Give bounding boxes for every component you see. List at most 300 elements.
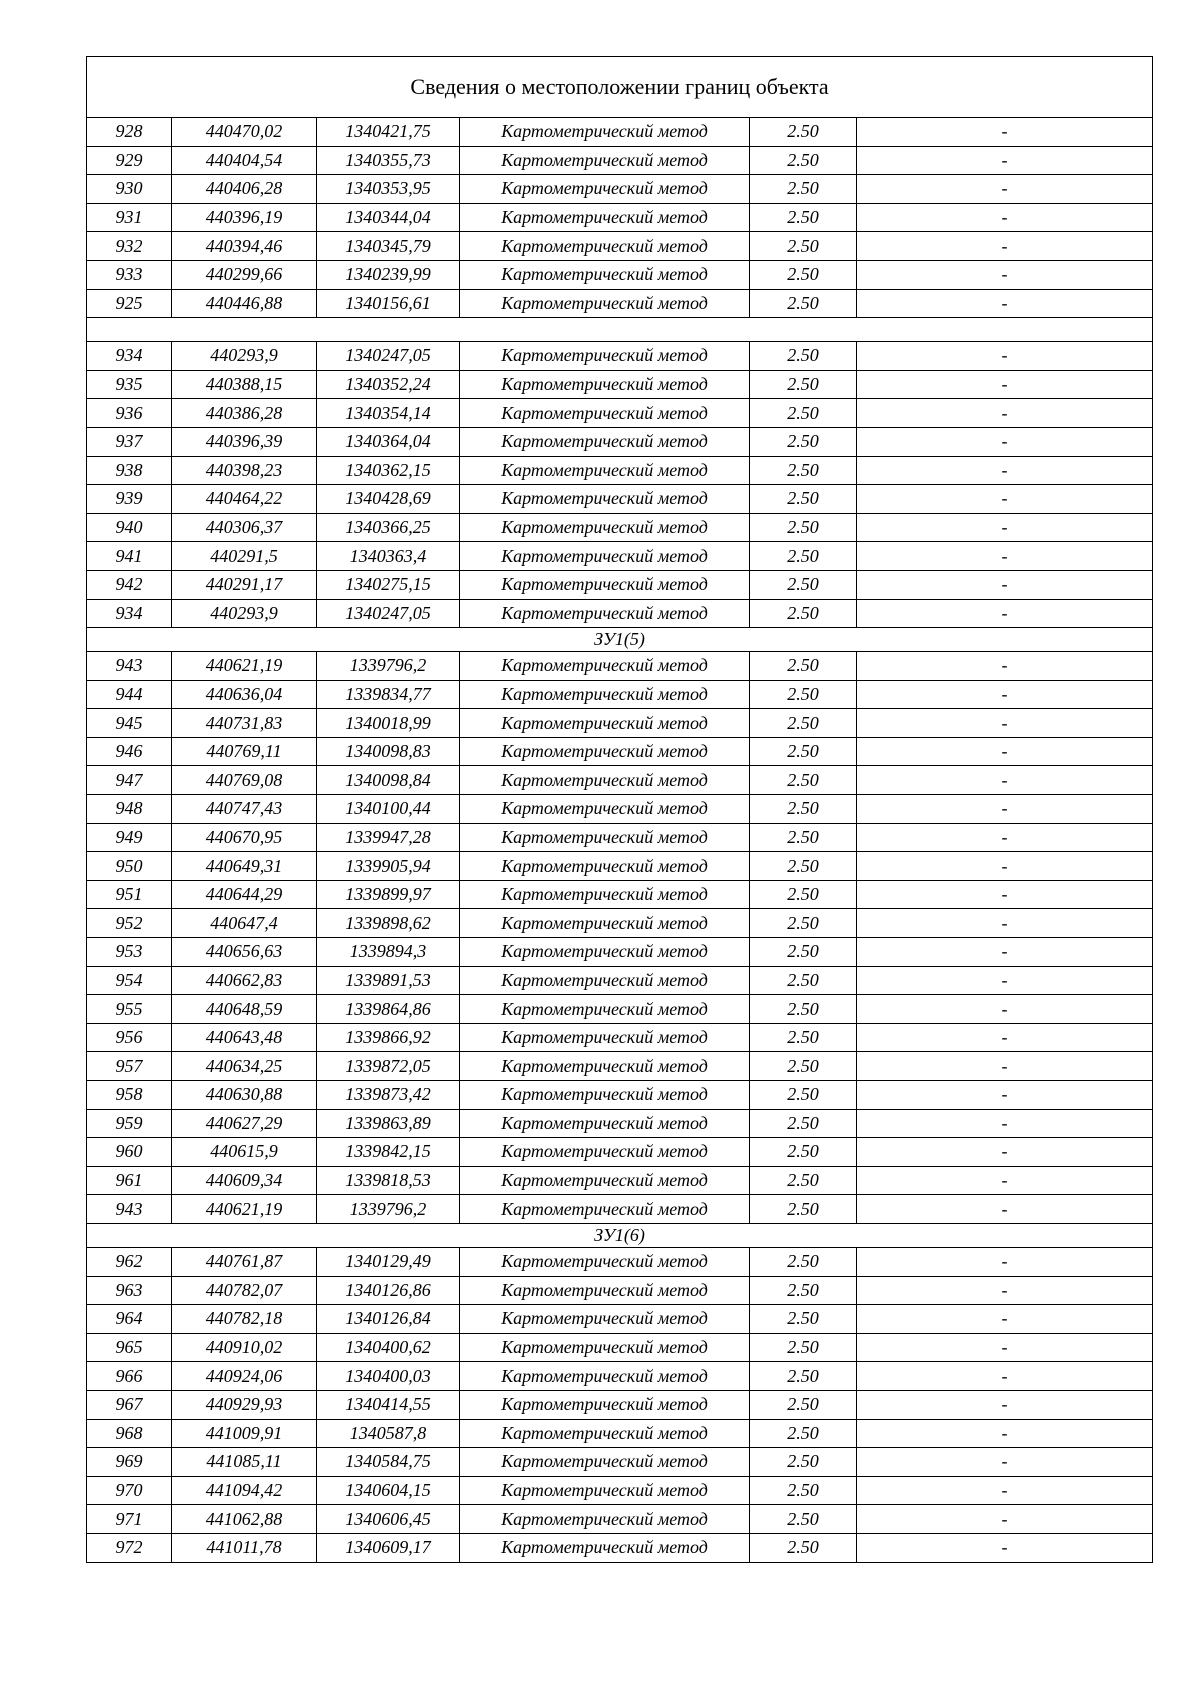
description-cell: - [857,1476,1153,1505]
y-coordinate-cell: 1340414,55 [317,1390,460,1419]
accuracy-cell: 2.50 [750,1305,857,1334]
x-coordinate-cell: 441085,11 [172,1448,317,1477]
table-row [87,260,1153,289]
description-cell: - [857,260,1153,289]
description-cell: - [857,1505,1153,1534]
table-row [87,1390,1153,1419]
x-coordinate-cell: 441009,91 [172,1419,317,1448]
accuracy-cell: 2.50 [750,823,857,852]
y-coordinate-cell: 1339873,42 [317,1081,460,1110]
method-cell: Картометрический метод [460,852,750,881]
x-coordinate-cell: 440924,06 [172,1362,317,1391]
point-number-cell: 960 [87,1138,172,1167]
x-coordinate-cell: 440398,23 [172,456,317,485]
accuracy-cell: 2.50 [750,652,857,681]
description-cell: - [857,1166,1153,1195]
method-cell: Картометрический метод [460,1362,750,1391]
point-number-cell: 934 [87,342,172,371]
description-cell: - [857,456,1153,485]
accuracy-cell: 2.50 [750,232,857,261]
accuracy-cell: 2.50 [750,485,857,514]
point-number-cell: 938 [87,456,172,485]
table-row [87,1166,1153,1195]
table-body [87,57,1153,1563]
method-cell: Картометрический метод [460,485,750,514]
y-coordinate-cell: 1339899,97 [317,880,460,909]
title-row [87,57,1153,118]
point-number-cell: 959 [87,1109,172,1138]
x-coordinate-cell: 440394,46 [172,232,317,261]
description-cell: - [857,1081,1153,1110]
x-coordinate-cell: 440910,02 [172,1333,317,1362]
x-coordinate-cell: 440470,02 [172,118,317,147]
table-row [87,146,1153,175]
description-cell: - [857,1533,1153,1562]
x-coordinate-cell: 440291,5 [172,542,317,571]
y-coordinate-cell: 1340363,4 [317,542,460,571]
table-row [87,1505,1153,1534]
point-number-cell: 965 [87,1333,172,1362]
point-number-cell: 972 [87,1533,172,1562]
x-coordinate-cell: 440670,95 [172,823,317,852]
method-cell: Картометрический метод [460,1023,750,1052]
method-cell: Картометрический метод [460,880,750,909]
point-number-cell: 937 [87,427,172,456]
section-row [87,318,1153,342]
table-row [87,370,1153,399]
point-number-cell: 947 [87,766,172,795]
table-row [87,709,1153,738]
table-row [87,175,1153,204]
method-cell: Картометрический метод [460,1081,750,1110]
x-coordinate-cell: 440761,87 [172,1247,317,1276]
table-row [87,909,1153,938]
y-coordinate-cell: 1340247,05 [317,599,460,628]
table-row [87,1533,1153,1562]
point-number-cell: 966 [87,1362,172,1391]
x-coordinate-cell: 440634,25 [172,1052,317,1081]
x-coordinate-cell: 440404,54 [172,146,317,175]
point-number-cell: 942 [87,570,172,599]
table-row [87,823,1153,852]
accuracy-cell: 2.50 [750,737,857,766]
table-row [87,652,1153,681]
point-number-cell: 949 [87,823,172,852]
point-number-cell: 941 [87,542,172,571]
description-cell: - [857,1052,1153,1081]
x-coordinate-cell: 440731,83 [172,709,317,738]
x-coordinate-cell: 440644,29 [172,880,317,909]
accuracy-cell: 2.50 [750,342,857,371]
y-coordinate-cell: 1339796,2 [317,1195,460,1224]
y-coordinate-cell: 1339891,53 [317,966,460,995]
accuracy-cell: 2.50 [750,203,857,232]
description-cell: - [857,485,1153,514]
point-number-cell: 956 [87,1023,172,1052]
point-number-cell: 962 [87,1247,172,1276]
description-cell: - [857,1305,1153,1334]
y-coordinate-cell: 1340345,79 [317,232,460,261]
y-coordinate-cell: 1340400,03 [317,1362,460,1391]
section-label: ЗУ1(5) [87,628,1153,652]
table-row [87,1448,1153,1477]
accuracy-cell: 2.50 [750,1276,857,1305]
table-row [87,795,1153,824]
method-cell: Картометрический метод [460,175,750,204]
table-row [87,1305,1153,1334]
description-cell: - [857,966,1153,995]
method-cell: Картометрический метод [460,1166,750,1195]
y-coordinate-cell: 1339872,05 [317,1052,460,1081]
description-cell: - [857,289,1153,318]
x-coordinate-cell: 440388,15 [172,370,317,399]
y-coordinate-cell: 1340100,44 [317,795,460,824]
y-coordinate-cell: 1339842,15 [317,1138,460,1167]
y-coordinate-cell: 1340604,15 [317,1476,460,1505]
y-coordinate-cell: 1339796,2 [317,652,460,681]
description-cell: - [857,427,1153,456]
table-row [87,232,1153,261]
point-number-cell: 958 [87,1081,172,1110]
description-cell: - [857,513,1153,542]
point-number-cell: 940 [87,513,172,542]
y-coordinate-cell: 1339866,92 [317,1023,460,1052]
y-coordinate-cell: 1340366,25 [317,513,460,542]
description-cell: - [857,795,1153,824]
x-coordinate-cell: 441062,88 [172,1505,317,1534]
x-coordinate-cell: 440649,31 [172,852,317,881]
y-coordinate-cell: 1340126,84 [317,1305,460,1334]
table-row [87,1362,1153,1391]
method-cell: Картометрический метод [460,909,750,938]
accuracy-cell: 2.50 [750,938,857,967]
table-row [87,1419,1153,1448]
point-number-cell: 963 [87,1276,172,1305]
method-cell: Картометрический метод [460,966,750,995]
table-row [87,1109,1153,1138]
y-coordinate-cell: 1340364,04 [317,427,460,456]
x-coordinate-cell: 441094,42 [172,1476,317,1505]
description-cell: - [857,1195,1153,1224]
y-coordinate-cell: 1340428,69 [317,485,460,514]
y-coordinate-cell: 1340362,15 [317,456,460,485]
method-cell: Картометрический метод [460,370,750,399]
accuracy-cell: 2.50 [750,880,857,909]
table-row [87,995,1153,1024]
accuracy-cell: 2.50 [750,852,857,881]
method-cell: Картометрический метод [460,289,750,318]
method-cell: Картометрический метод [460,232,750,261]
accuracy-cell: 2.50 [750,1247,857,1276]
method-cell: Картометрический метод [460,1052,750,1081]
description-cell: - [857,909,1153,938]
point-number-cell: 968 [87,1419,172,1448]
y-coordinate-cell: 1340400,62 [317,1333,460,1362]
x-coordinate-cell: 440662,83 [172,966,317,995]
x-coordinate-cell: 441011,78 [172,1533,317,1562]
table-row [87,599,1153,628]
y-coordinate-cell: 1340606,45 [317,1505,460,1534]
description-cell: - [857,737,1153,766]
accuracy-cell: 2.50 [750,146,857,175]
description-cell: - [857,880,1153,909]
x-coordinate-cell: 440406,28 [172,175,317,204]
accuracy-cell: 2.50 [750,1362,857,1391]
y-coordinate-cell: 1340098,84 [317,766,460,795]
accuracy-cell: 2.50 [750,289,857,318]
section-label: ЗУ1(6) [87,1223,1153,1247]
accuracy-cell: 2.50 [750,1333,857,1362]
point-number-cell: 931 [87,203,172,232]
x-coordinate-cell: 440769,11 [172,737,317,766]
method-cell: Картометрический метод [460,823,750,852]
table-row [87,852,1153,881]
y-coordinate-cell: 1340098,83 [317,737,460,766]
description-cell: - [857,1276,1153,1305]
method-cell: Картометрический метод [460,1109,750,1138]
x-coordinate-cell: 440386,28 [172,399,317,428]
point-number-cell: 955 [87,995,172,1024]
point-number-cell: 943 [87,652,172,681]
method-cell: Картометрический метод [460,1505,750,1534]
method-cell: Картометрический метод [460,456,750,485]
point-number-cell: 957 [87,1052,172,1081]
method-cell: Картометрический метод [460,1276,750,1305]
description-cell: - [857,342,1153,371]
point-number-cell: 934 [87,599,172,628]
table-row [87,399,1153,428]
method-cell: Картометрический метод [460,260,750,289]
accuracy-cell: 2.50 [750,456,857,485]
y-coordinate-cell: 1340609,17 [317,1533,460,1562]
y-coordinate-cell: 1339947,28 [317,823,460,852]
table-row [87,570,1153,599]
y-coordinate-cell: 1340247,05 [317,342,460,371]
description-cell: - [857,203,1153,232]
accuracy-cell: 2.50 [750,1052,857,1081]
point-number-cell: 939 [87,485,172,514]
method-cell: Картометрический метод [460,342,750,371]
point-number-cell: 933 [87,260,172,289]
accuracy-cell: 2.50 [750,1166,857,1195]
accuracy-cell: 2.50 [750,1390,857,1419]
point-number-cell: 928 [87,118,172,147]
method-cell: Картометрический метод [460,1195,750,1224]
accuracy-cell: 2.50 [750,175,857,204]
y-coordinate-cell: 1340129,49 [317,1247,460,1276]
description-cell: - [857,823,1153,852]
accuracy-cell: 2.50 [750,370,857,399]
table-row [87,966,1153,995]
x-coordinate-cell: 440621,19 [172,1195,317,1224]
table-row [87,938,1153,967]
boundary-coordinates-table [86,56,1153,1563]
accuracy-cell: 2.50 [750,260,857,289]
x-coordinate-cell: 440446,88 [172,289,317,318]
y-coordinate-cell: 1339863,89 [317,1109,460,1138]
description-cell: - [857,1247,1153,1276]
y-coordinate-cell: 1340018,99 [317,709,460,738]
y-coordinate-cell: 1339818,53 [317,1166,460,1195]
point-number-cell: 945 [87,709,172,738]
section-row [87,628,1153,652]
description-cell: - [857,146,1153,175]
x-coordinate-cell: 440782,18 [172,1305,317,1334]
x-coordinate-cell: 440648,59 [172,995,317,1024]
description-cell: - [857,232,1153,261]
y-coordinate-cell: 1339898,62 [317,909,460,938]
method-cell: Картометрический метод [460,995,750,1024]
accuracy-cell: 2.50 [750,795,857,824]
table-row [87,680,1153,709]
description-cell: - [857,1023,1153,1052]
accuracy-cell: 2.50 [750,1023,857,1052]
accuracy-cell: 2.50 [750,909,857,938]
accuracy-cell: 2.50 [750,1138,857,1167]
point-number-cell: 930 [87,175,172,204]
x-coordinate-cell: 440782,07 [172,1276,317,1305]
point-number-cell: 950 [87,852,172,881]
table-row [87,1023,1153,1052]
section-row [87,1223,1153,1247]
accuracy-cell: 2.50 [750,399,857,428]
description-cell: - [857,852,1153,881]
table-row [87,513,1153,542]
description-cell: - [857,766,1153,795]
accuracy-cell: 2.50 [750,1419,857,1448]
description-cell: - [857,1390,1153,1419]
description-cell: - [857,1109,1153,1138]
x-coordinate-cell: 440464,22 [172,485,317,514]
description-cell: - [857,599,1153,628]
y-coordinate-cell: 1340354,14 [317,399,460,428]
description-cell: - [857,938,1153,967]
point-number-cell: 925 [87,289,172,318]
point-number-cell: 929 [87,146,172,175]
x-coordinate-cell: 440396,39 [172,427,317,456]
method-cell: Картометрический метод [460,737,750,766]
accuracy-cell: 2.50 [750,680,857,709]
point-number-cell: 961 [87,1166,172,1195]
x-coordinate-cell: 440306,37 [172,513,317,542]
table-row [87,1333,1153,1362]
description-cell: - [857,570,1153,599]
method-cell: Картометрический метод [460,203,750,232]
accuracy-cell: 2.50 [750,1448,857,1477]
table-row [87,1081,1153,1110]
y-coordinate-cell: 1340352,24 [317,370,460,399]
point-number-cell: 948 [87,795,172,824]
y-coordinate-cell: 1339834,77 [317,680,460,709]
y-coordinate-cell: 1340344,04 [317,203,460,232]
x-coordinate-cell: 440769,08 [172,766,317,795]
table-row [87,427,1153,456]
table-title: Сведения о местоположении границ объекта [87,57,1153,118]
method-cell: Картометрический метод [460,1138,750,1167]
method-cell: Картометрический метод [460,513,750,542]
description-cell: - [857,1448,1153,1477]
method-cell: Картометрический метод [460,652,750,681]
accuracy-cell: 2.50 [750,1505,857,1534]
y-coordinate-cell: 1340275,15 [317,570,460,599]
x-coordinate-cell: 440396,19 [172,203,317,232]
accuracy-cell: 2.50 [750,599,857,628]
x-coordinate-cell: 440627,29 [172,1109,317,1138]
method-cell: Картометрический метод [460,1476,750,1505]
point-number-cell: 967 [87,1390,172,1419]
y-coordinate-cell: 1340353,95 [317,175,460,204]
description-cell: - [857,1362,1153,1391]
accuracy-cell: 2.50 [750,118,857,147]
x-coordinate-cell: 440643,48 [172,1023,317,1052]
point-number-cell: 969 [87,1448,172,1477]
method-cell: Картометрический метод [460,427,750,456]
x-coordinate-cell: 440621,19 [172,652,317,681]
accuracy-cell: 2.50 [750,427,857,456]
accuracy-cell: 2.50 [750,1081,857,1110]
table-row [87,766,1153,795]
y-coordinate-cell: 1340584,75 [317,1448,460,1477]
x-coordinate-cell: 440636,04 [172,680,317,709]
method-cell: Картометрический метод [460,766,750,795]
description-cell: - [857,652,1153,681]
description-cell: - [857,1138,1153,1167]
point-number-cell: 971 [87,1505,172,1534]
x-coordinate-cell: 440293,9 [172,342,317,371]
accuracy-cell: 2.50 [750,995,857,1024]
x-coordinate-cell: 440609,34 [172,1166,317,1195]
point-number-cell: 943 [87,1195,172,1224]
accuracy-cell: 2.50 [750,966,857,995]
description-cell: - [857,680,1153,709]
y-coordinate-cell: 1339905,94 [317,852,460,881]
description-cell: - [857,370,1153,399]
accuracy-cell: 2.50 [750,1109,857,1138]
document-sheet [86,56,1152,1563]
accuracy-cell: 2.50 [750,1476,857,1505]
method-cell: Картометрический метод [460,570,750,599]
x-coordinate-cell: 440630,88 [172,1081,317,1110]
table-row [87,289,1153,318]
accuracy-cell: 2.50 [750,513,857,542]
point-number-cell: 954 [87,966,172,995]
y-coordinate-cell: 1340156,61 [317,289,460,318]
point-number-cell: 935 [87,370,172,399]
table-row [87,1276,1153,1305]
point-number-cell: 946 [87,737,172,766]
method-cell: Картометрический метод [460,1390,750,1419]
table-row [87,737,1153,766]
method-cell: Картометрический метод [460,399,750,428]
point-number-cell: 970 [87,1476,172,1505]
table-row [87,203,1153,232]
method-cell: Картометрический метод [460,795,750,824]
description-cell: - [857,709,1153,738]
table-row [87,1195,1153,1224]
accuracy-cell: 2.50 [750,542,857,571]
description-cell: - [857,542,1153,571]
section-label [87,318,1153,342]
x-coordinate-cell: 440656,63 [172,938,317,967]
method-cell: Картометрический метод [460,709,750,738]
accuracy-cell: 2.50 [750,570,857,599]
method-cell: Картометрический метод [460,1333,750,1362]
method-cell: Картометрический метод [460,1247,750,1276]
method-cell: Картометрический метод [460,118,750,147]
accuracy-cell: 2.50 [750,709,857,738]
x-coordinate-cell: 440647,4 [172,909,317,938]
point-number-cell: 944 [87,680,172,709]
